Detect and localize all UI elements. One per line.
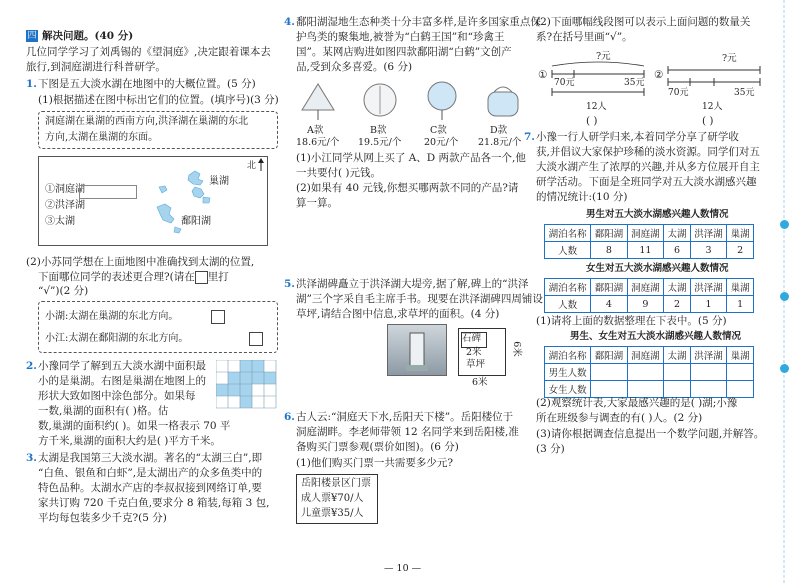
table-cell: 巢湖	[727, 347, 754, 364]
product-c-fan-icon	[428, 82, 456, 120]
legend-item-3: ③太湖	[45, 216, 75, 227]
stone-label: 石碑	[462, 333, 482, 344]
diagram-2-answer[interactable]: ( )	[702, 115, 714, 127]
binding-hole-2	[780, 292, 789, 301]
diagram-2-question: ?元	[722, 53, 737, 64]
product-d-price: 21.8元/个	[478, 137, 522, 148]
product-d-purse-icon	[488, 87, 518, 116]
lake-map	[38, 156, 268, 246]
q3-line-2: “白鱼、银鱼和白虾”,是太湖出产的众多鱼类中的	[38, 467, 263, 479]
diagram-1-answer[interactable]: ( )	[586, 115, 598, 127]
table-cell: 人数	[545, 296, 591, 313]
q6-number: 6.	[284, 411, 295, 423]
q7-line-4: 研学活动。下面是全班同学对五大淡水湖感兴趣	[536, 176, 757, 188]
table3-header-row	[545, 347, 754, 364]
girls-interest-table	[544, 278, 754, 313]
q4-line-3: 国”。某网店购进如图四款鄱阳湖“白鹤”文创产	[296, 46, 512, 58]
lake-shape-3	[203, 197, 210, 203]
table1-data-row	[545, 242, 754, 259]
grass-label: 草坪	[466, 359, 486, 370]
bottom-length-label: 6米	[472, 377, 488, 388]
q4-sub1-line-2: 一共要付( )元钱。	[296, 167, 382, 179]
q2-line-6: 方千米,巢湖的面积大约是( )平方千米。	[38, 435, 221, 447]
side-length-label: 6米	[510, 341, 522, 357]
q3-line-4: 家共订购 720 千克白鱼,要求分 8 箱装,每箱 3 包,	[38, 497, 270, 509]
diagram-1-count: 12人	[586, 102, 607, 112]
table3-girls-row	[545, 381, 754, 398]
lake-shape-1	[188, 171, 203, 185]
stele-photo	[387, 324, 447, 376]
q1-options-box	[38, 301, 278, 353]
lake-shape-6	[174, 227, 181, 233]
checkbox-icon	[195, 271, 208, 284]
q3-number: 3.	[26, 452, 37, 464]
q7-line-1: 小豫一行人研学归来,本着同学分享了研学收	[536, 131, 739, 143]
binding-hole-3	[780, 364, 789, 373]
q4-number: 4.	[284, 16, 295, 28]
stone-width-label: 2米	[466, 347, 482, 358]
table-cell: 11	[627, 242, 663, 259]
product-b-umbrella-icon	[364, 84, 396, 116]
table-input-cell[interactable]	[627, 364, 663, 381]
q1-sub1: (1)根据描述在图中标出它们的位置。(填序号)(3 分)	[38, 94, 279, 106]
diagram-1-adult: 70元	[554, 78, 575, 88]
q4-sub2-line-2: 算一算。	[296, 197, 338, 209]
q7-sub2-line-1: (2)观察统计表,大家最感兴趣的是( )湖;小豫	[536, 397, 738, 409]
table-cell: 男生人数	[545, 364, 591, 381]
map-answer-line-1[interactable]	[79, 185, 137, 199]
table2-title: 女生对五大淡水湖感兴趣人数情况	[586, 263, 729, 274]
q2-line-5: 数,巢湖的面积约( )。如果一格表示 70 平	[38, 420, 231, 432]
diagram-1-child: 35元	[624, 78, 645, 88]
product-a-name: A款	[307, 125, 324, 136]
north-label: 北	[247, 161, 257, 171]
q4-sub2-line-1: (2)如果有 40 元钱,你想买哪两款不同的产品?请	[296, 182, 519, 194]
table-cell: 9	[627, 296, 663, 313]
table-cell: 2	[664, 296, 691, 313]
section-title: 解决问题。(40 分)	[42, 30, 134, 42]
q6-line-3: 备购买门票参观(票价如图)。(6 分)	[296, 441, 459, 453]
binding-rail	[762, 0, 800, 583]
diagram-2-mark: ②	[654, 69, 664, 81]
q6-sub1: (1)他们购买门票一共需要多少元?	[296, 457, 454, 469]
table-cell: 鄱阳湖	[591, 347, 627, 364]
option-xiaohu-checkbox[interactable]	[211, 310, 225, 324]
diagram-2-adult: 70元	[668, 88, 689, 98]
q4-line-4: 品,受到众多喜爱。(6 分)	[296, 61, 413, 73]
option-xiaohu: 小湖:太湖在巢湖的东北方向。	[45, 311, 179, 322]
table-cell: 湖泊名称	[545, 347, 591, 364]
option-xiaojiang: 小江:太湖在鄱阳湖的东北方向。	[45, 333, 189, 344]
intro-line-2: 旅行,到洞庭湖进行科普研学。	[26, 61, 166, 73]
product-c-name: C款	[430, 125, 447, 136]
q3-line-1: 太湖是我国第三大淡水湖。著名的“太湖三白”,即	[38, 452, 263, 464]
q6-sub2-line-1: (2)下面哪幅线段图可以表示上面问题的数量关	[536, 16, 751, 28]
q1-sub2-line-1: (2)小苏同学想在上面地图中准确找到太湖的位置,	[26, 256, 255, 268]
table-input-cell[interactable]	[591, 364, 627, 381]
q7-sub3-line-2: (3 分)	[536, 443, 565, 455]
table-input-cell[interactable]	[690, 364, 726, 381]
legend-item-1: ①洞庭湖	[45, 184, 85, 195]
q7-number: 7.	[524, 131, 535, 143]
poyang-label: 鄱阳湖	[181, 216, 211, 227]
table-cell: 湖泊名称	[545, 225, 591, 242]
option-xiaojiang-checkbox[interactable]	[249, 332, 263, 346]
q7-line-2: 获,并倡议大家保护珍稀的淡水资源。同学们对五	[536, 146, 760, 158]
table-cell: 湖泊名称	[545, 279, 591, 296]
section-badge: 四	[27, 31, 37, 41]
table-cell: 1	[690, 296, 726, 313]
ticket-adult: 成人票¥70/人	[301, 493, 364, 504]
q7-line-3: 大淡水湖产生了浓厚的兴趣,并从多方位展开自主	[536, 161, 760, 173]
q1-description-box	[38, 111, 278, 149]
table2-header-row	[545, 279, 754, 296]
q5-number: 5.	[284, 278, 295, 290]
table-cell: 洞庭湖	[627, 347, 663, 364]
page-number: — 10 —	[384, 563, 422, 574]
q1-sub2-text-b: 里打	[207, 271, 229, 283]
product-b-name: B款	[370, 125, 387, 136]
table1-title: 男生对五大淡水湖感兴趣人数情况	[586, 209, 729, 220]
ticket-child: 儿童票¥35/人	[301, 508, 364, 519]
product-images	[296, 80, 536, 122]
north-arrow-icon	[258, 158, 264, 171]
diagram-1-mark: ①	[538, 69, 548, 81]
q4-line-1: 鄱阳湖湿地生态种类十分丰富多样,是许多国家重点保	[296, 16, 541, 28]
q2-line-1: 小豫同学了解到五大淡水湖中面积最	[38, 360, 206, 372]
table-cell: 人数	[545, 242, 591, 259]
q2-number: 2.	[26, 360, 37, 372]
q1-number: 1.	[26, 78, 37, 90]
q3-line-3: 特色品种。太湖水产店的李叔叔接到网络订单,要	[38, 482, 262, 494]
q5-line-3: 草坪,请结合图中信息,求草坪的面积。(4 分)	[296, 308, 500, 320]
table-input-cell[interactable]	[591, 381, 627, 398]
q6-line-1: 古人云:“洞庭天下水,岳阳天下楼”。岳阳楼位于	[296, 411, 514, 423]
table3-title: 男生、女生对五大淡水湖感兴趣人数情况	[570, 331, 742, 342]
table-cell: 洞庭湖	[627, 279, 663, 296]
table-cell: 巢湖	[727, 279, 754, 296]
legend-item-2: ②洪泽湖	[45, 200, 85, 211]
q7-sub2-line-2: 所在班级参与调查的有( )人。(2 分)	[536, 412, 703, 424]
product-d-name: D款	[490, 125, 508, 136]
q1-desc-line-1: 洞庭湖在巢湖的西南方向,洪泽湖在巢湖的东北	[45, 116, 249, 127]
q1-desc-line-2: 方向,太湖在巢湖的东面。	[45, 132, 159, 143]
q2-line-2: 小的是巢湖。右图是巢湖在地图上的	[38, 375, 206, 387]
table-input-cell[interactable]	[727, 364, 754, 381]
table-cell: 鄱阳湖	[591, 225, 627, 242]
q2-line-4: 一数,巢湖的面积有( )格。估	[38, 405, 169, 417]
q1-sub2-line-3: “√”)(2 分)	[38, 285, 89, 297]
product-c-price: 20元/个	[424, 137, 459, 148]
boys-interest-table	[544, 224, 754, 259]
q5-line-2: 湖”三个字采自毛主席手书。现要在洪泽湖碑四周铺设	[296, 293, 543, 305]
q7-sub3-line-1: (3)请你根据调查信息提出一个数学问题,并解答。	[536, 428, 765, 440]
diagram-2-count: 12人	[702, 102, 723, 112]
q5-line-1: 洪泽湖碑矗立于洪泽湖大堤旁,据了解,碑上的“洪泽	[296, 278, 529, 290]
lake-shape-5	[157, 204, 174, 223]
table-cell: 4	[591, 296, 627, 313]
table-input-cell[interactable]	[727, 381, 754, 398]
chaohu-grid	[216, 360, 280, 416]
table-cell: 洪泽湖	[690, 225, 726, 242]
intro-line-1: 几位同学学习了刘禹锡的《望洞庭》,决定跟着课本去	[26, 46, 271, 58]
q4-sub1-line-1: (1)小江同学从网上买了 A、D 两款产品各一个,他	[296, 152, 526, 164]
table-cell: 6	[664, 242, 691, 259]
table-input-cell[interactable]	[664, 381, 691, 398]
chaohu-label: 巢湖	[209, 176, 229, 187]
combined-interest-table	[544, 346, 754, 398]
table-cell: 巢湖	[727, 225, 754, 242]
q1-sub2-text-a: 下面哪位同学的表述更合理?(请在	[38, 271, 195, 283]
table-cell: 洪泽湖	[690, 279, 726, 296]
binding-hole-1	[780, 220, 789, 229]
q4-line-2: 护鸟类的聚集地,被誉为“白鹤王国”和“珍禽王	[296, 31, 505, 43]
q7-sub1: (1)请将上面的数据整理在下表中。(5 分)	[536, 315, 727, 327]
q3-line-5: 平均每包装多少千克?(5 分)	[38, 512, 167, 524]
q7-line-5: 的情况统计:(10 分)	[536, 191, 628, 203]
q2-line-3: 形状大致如图中涂色部分。如果每	[38, 390, 196, 402]
table-cell: 洞庭湖	[627, 225, 663, 242]
table2-data-row	[545, 296, 754, 313]
table-cell: 8	[591, 242, 627, 259]
table-input-cell[interactable]	[664, 364, 691, 381]
q1-sub2-line-2	[38, 270, 229, 284]
table-input-cell[interactable]	[627, 381, 663, 398]
table-cell: 1	[727, 296, 754, 313]
q1-text: 下图是五大淡水湖在地图中的大概位置。(5 分)	[38, 78, 256, 90]
ticket-board	[296, 474, 378, 524]
q6-line-2: 洞庭湖畔。李老师带领 12 名同学来到岳阳楼,准	[296, 426, 519, 438]
table-cell: 洪泽湖	[690, 347, 726, 364]
lake-shape-2	[192, 187, 204, 198]
q6-sub2-line-2: 系?在括号里画“√”。	[536, 31, 633, 43]
table-cell: 女生人数	[545, 381, 591, 398]
product-b-price: 19.5元/个	[358, 137, 402, 148]
table1-header-row	[545, 225, 754, 242]
product-a-price: 18.6元/个	[296, 137, 340, 148]
table-cell: 太湖	[664, 279, 691, 296]
table-cell: 2	[727, 242, 754, 259]
diagram-2-child: 35元	[734, 88, 755, 98]
table-input-cell[interactable]	[690, 381, 726, 398]
product-a-fan-icon	[302, 84, 334, 120]
table-cell: 太湖	[664, 347, 691, 364]
table-cell: 太湖	[664, 225, 691, 242]
diagram-1-question: ?元	[596, 51, 611, 62]
ticket-title: 岳阳楼景区门票	[301, 478, 371, 489]
table-cell: 鄱阳湖	[591, 279, 627, 296]
table3-boys-row	[545, 364, 754, 381]
table-cell: 3	[690, 242, 726, 259]
lake-shape-4	[159, 186, 167, 193]
